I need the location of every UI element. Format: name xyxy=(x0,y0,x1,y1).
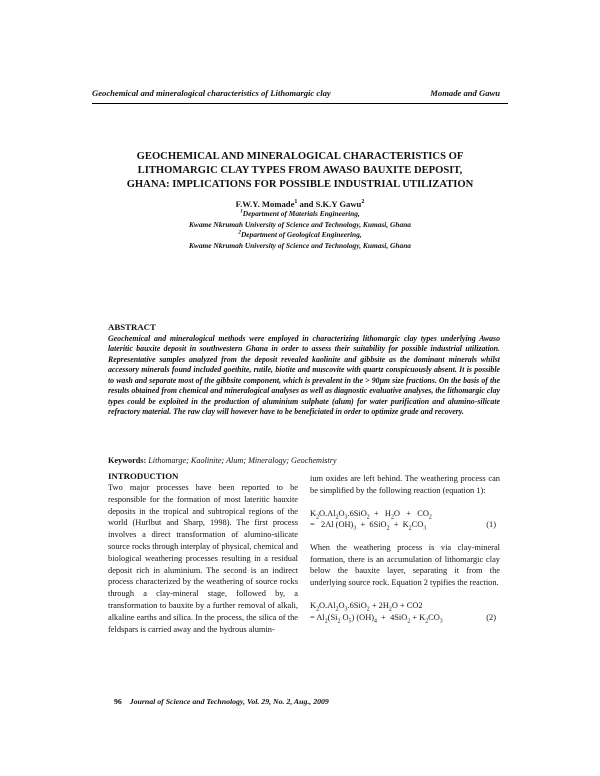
header-rule xyxy=(92,103,508,104)
abstract-heading: ABSTRACT xyxy=(108,322,156,332)
introduction-paragraph: Two major processes have been reported to be responsible for the formation of most lateritic bauxite deposits in the tropical and subtropical regions of the world (Hurlbut and Sharp, 1998). The first process involves a direct transformation of alumino-silicate source rocks through interplay of physical, chemical and biological weathering processes resulting in a residual deposit rich in aluminium. The second is an indirect process characterized by the weathering of source rocks through a clay-mineral stage, followed by, a transformation to bauxite by a further removal of alkali, alkaline earths and silica. In the process, the silica of the feldspars is carried away and the hydrous alumin- xyxy=(108,483,298,634)
affil-dept-text: Department of Materials Engineering, xyxy=(242,209,360,218)
keywords-values: Lithomarge; Kaolinite; Alum; Mineralogy; Geochemistry xyxy=(148,456,337,465)
author-line xyxy=(100,199,500,209)
running-head-left: Geochemical and mineralogical characteristics of Lithomargic clay xyxy=(92,88,331,98)
title-line: GHANA: IMPLICATIONS FOR POSSIBLE INDUSTRIAL UTILIZATION xyxy=(126,179,474,190)
author-sup: 1 xyxy=(294,199,298,206)
equation-number: (1) xyxy=(486,520,496,530)
affil-dept-text: Department of Geological Engineering, xyxy=(240,230,362,239)
keywords xyxy=(108,456,500,465)
affil-sup: 2 xyxy=(238,229,241,236)
affil-sup: 1 xyxy=(240,208,243,215)
abstract-body: Geochemical and mineralogical methods were employed in characterizing lithomargic clay types underlying Awaso lateritic bauxite deposit in southwestern Ghana in order to assess their suitability for possible industrial utilization. Representative samples analyzed from the deposit revealed kaolinite and gibbsite as the dominant minerals whilst accessory minerals found included goethite, rutile, biotite and muscovite with quartz conspicuously absent. It is possible to wash and separate most of the gibbsite component, which is prevalent in the > 90μm size fractions. On the basis of the results obtained from chemical and mineralogical analyses as well as diagnostic evaluative analyses, the lithomargic clay types could be exploited in the production of aluminium sulphate (alum) for water purification and alumino-silicate refractory material. The raw clay will however have to be beneficiated in order to optimize grade and recovery. xyxy=(108,334,500,417)
title-line: LITHOMARGIC CLAY TYPES FROM AWASO BAUXITE DEPOSIT, xyxy=(137,165,463,176)
affiliation-univ: Kwame Nkrumah University of Science and Technology, Kumasi, Ghana xyxy=(188,240,411,250)
paragraph: When the weathering process is via clay-mineral formation, there is an accumulation of lithomargic clay below the bauxite layer, separating it from the underlying source rock. Equation 2 typifies the reaction. xyxy=(310,542,500,588)
journal-citation: Journal of Science and Technology, Vol. 29, No. 2, Aug., 2009 xyxy=(129,697,329,706)
equation-1: $K_2O.Al_2O_3.6SiO_2 + H_2O + CO_2$ = 2Al $(OH)_3 + 6SiO_2 + K_2CO_3$ (1) xyxy=(310,508,496,532)
paper-title xyxy=(100,150,500,192)
paragraph: ium oxides are left behind. The weathering process can be simplified by the following reaction (equation 1): xyxy=(310,474,500,495)
page-footer xyxy=(114,697,514,706)
introduction-heading: INTRODUCTION xyxy=(108,471,179,481)
affiliation-dept xyxy=(100,209,500,220)
running-head xyxy=(92,88,512,98)
equation-2: $K_2O.Al_2O_3.6SiO_2 + 2H_2O + CO2$ = $Al_2(Si_2$ $O_5$) $(OH)_4 + 4SiO_2 + K_2CO_3$ (2) xyxy=(310,600,496,625)
author-name: F.W.Y. Momade xyxy=(235,199,295,209)
left-column xyxy=(108,470,298,635)
affiliations xyxy=(100,209,500,251)
right-column xyxy=(310,473,500,623)
page-number: 96 xyxy=(114,697,122,706)
running-head-right: Momade and Gawu xyxy=(430,88,500,98)
equation-number: (2) xyxy=(486,612,496,622)
author-sup: 2 xyxy=(361,199,365,206)
author-joiner: and xyxy=(297,199,316,209)
author-name: S.K.Y Gawu xyxy=(315,199,362,209)
title-line: GEOCHEMICAL AND MINERALOGICAL CHARACTERISTICS OF xyxy=(136,151,464,162)
keywords-label: Keywords: xyxy=(108,456,147,465)
affiliation-dept xyxy=(100,230,500,241)
affiliation-univ: Kwame Nkrumah University of Science and Technology, Kumasi, Ghana xyxy=(188,219,411,229)
